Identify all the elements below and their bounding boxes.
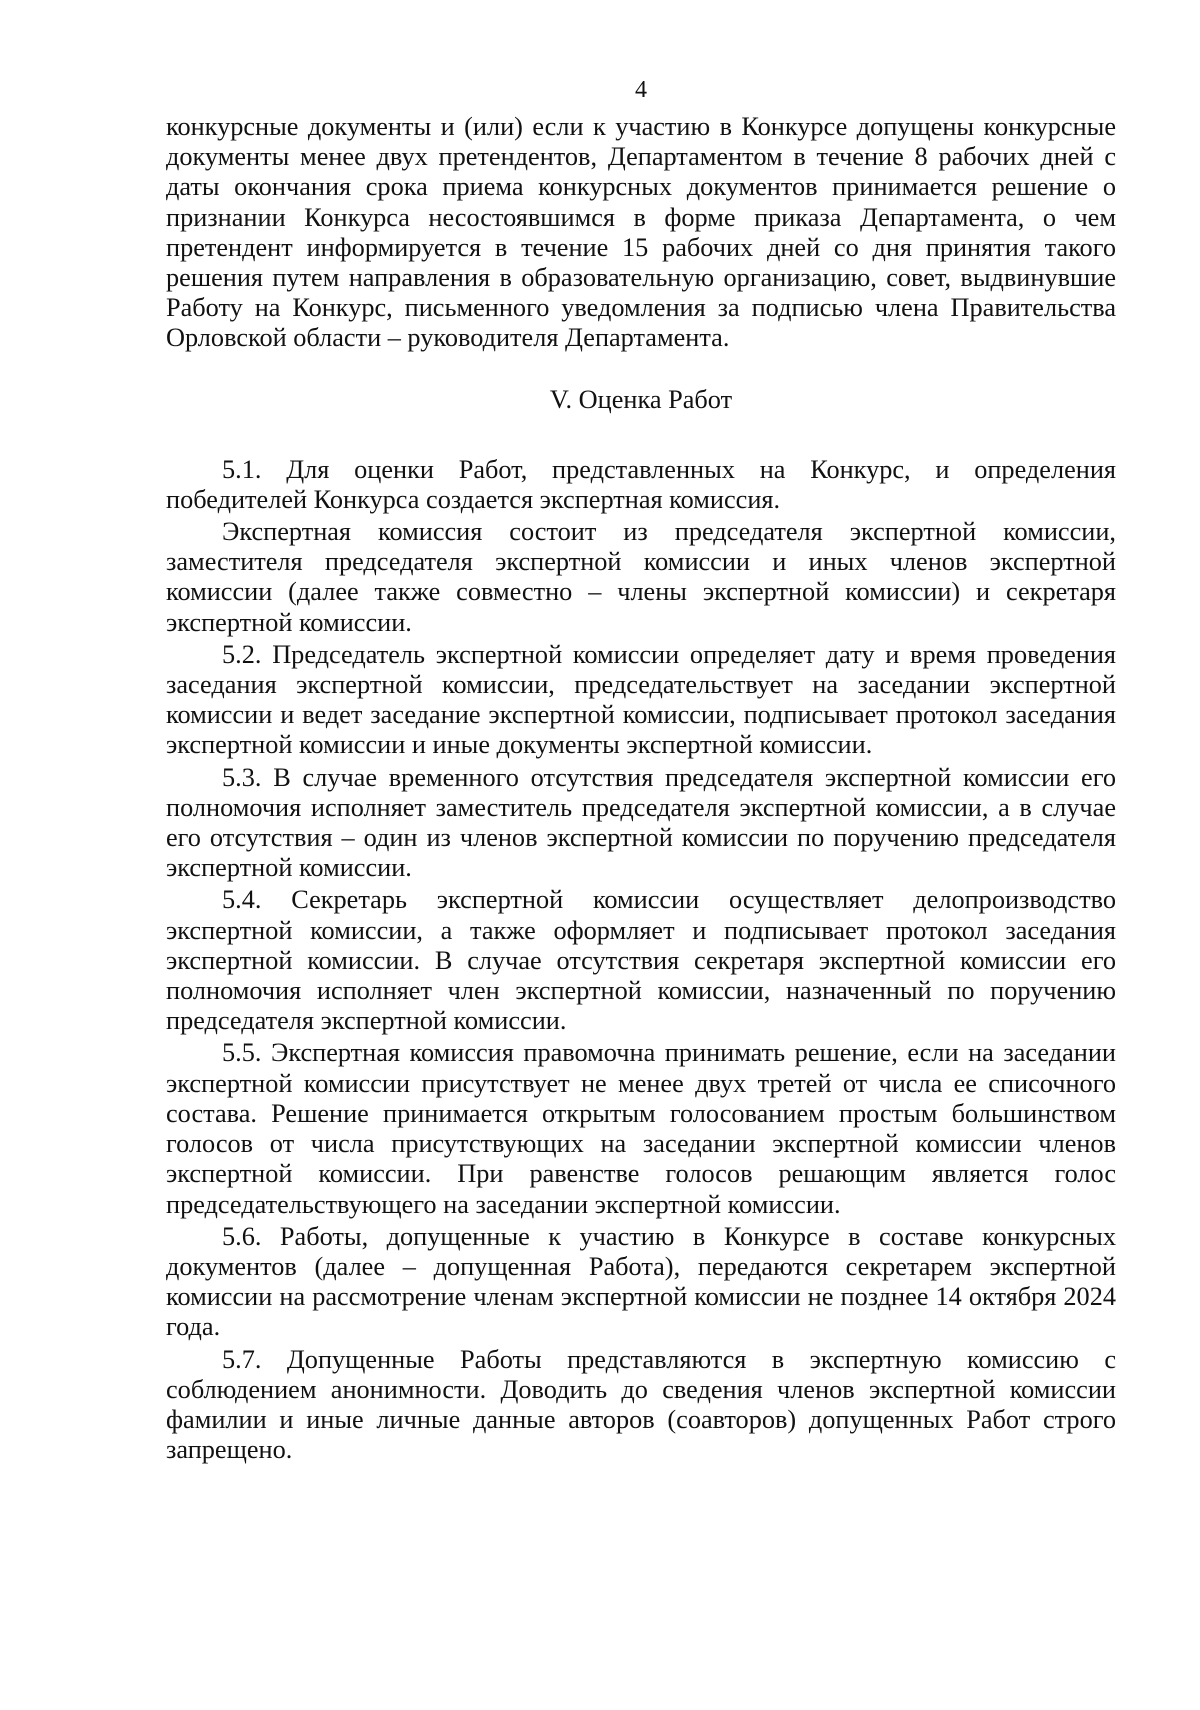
paragraph-5-1: 5.1. Для оценки Работ, представленных на Конкурс, и определения победителей Конкурса создается экспертная комиссия. [166,454,1116,514]
paragraph-5-4: 5.4. Секретарь экспертной комиссии осуществляет делопроизводство экспертной комиссии, а также оформляет и подписывает протокол заседания экспертной комиссии. В случае отсутствия секретаря экспертной комиссии его полномочия исполняет член экспертной комиссии, назначенный по поручению председателя экспертной комиссии. [166,885,1116,1036]
paragraph-5-3: 5.3. В случае временного отсутствия председателя экспертной комиссии его полномочия исполняет заместитель председателя экспертной комиссии, а в случае его отсутствия – один из членов экспертной комиссии по поручению председателя экспертной комиссии. [166,762,1116,883]
intro-paragraph: конкурсные документы и (или) если к участию в Конкурсе допущены конкурсные документы менее двух претендентов, Департаментом в течение 8 рабочих дней с даты окончания срока приема конкурсных документов принимается решение о признании Конкурса несостоявшимся в форме приказа Департамента, о чем претендент информируется в течение 15 рабочих дней со дня принятия такого решения путем направления в образовательную организацию, совет, выдвинувшие Работу на Конкурс, письменного уведомления за подписью члена Правительства Орловской области – руководителя Департамента. [166,112,1116,353]
paragraph-5-5: 5.5. Экспертная комиссия правомочна принимать решение, если на заседании экспертной комиссии присутствует не менее двух третей от числа ее списочного состава. Решение принимается открытым голосованием простым большинством голосов от числа присутствующих на заседании экспертной комиссии членов экспертной комиссии. При равенстве голосов решающим является голос председательствующего на заседании экспертной комиссии. [166,1038,1116,1219]
paragraph-commission-composition: Экспертная комиссия состоит из председателя экспертной комиссии, заместителя председателя экспертной комиссии и иных членов экспертной комиссии (далее также совместно – члены экспертной комиссии) и секретаря экспертной комиссии. [166,517,1116,637]
section-heading: V. Оценка Работ [549,384,733,414]
page-number: 4 [635,77,647,103]
paragraph-5-6: 5.6. Работы, допущенные к участию в Конкурсе в составе конкурсных документов (далее – допущенная Работа), передаются секретарем экспертной комиссии на рассмотрение членам экспертной комиссии не позднее 14 октября 2024 года. [166,1221,1116,1342]
paragraph-5-7: 5.7. Допущенные Работы представляются в экспертную комиссию с соблюдением анонимности. Доводить до сведения членов экспертной комиссии фамилии и иные личные данные авторов (соавторов) допущенных Работ строго запрещено. [166,1344,1116,1465]
paragraph-5-2: 5.2. Председатель экспертной комиссии определяет дату и время проведения заседания экспертной комиссии, председательствует на заседании экспертной комиссии и ведет заседание экспертной комиссии, подписывает протокол заседания экспертной комиссии и иные документы экспертной комиссии. [166,639,1116,760]
